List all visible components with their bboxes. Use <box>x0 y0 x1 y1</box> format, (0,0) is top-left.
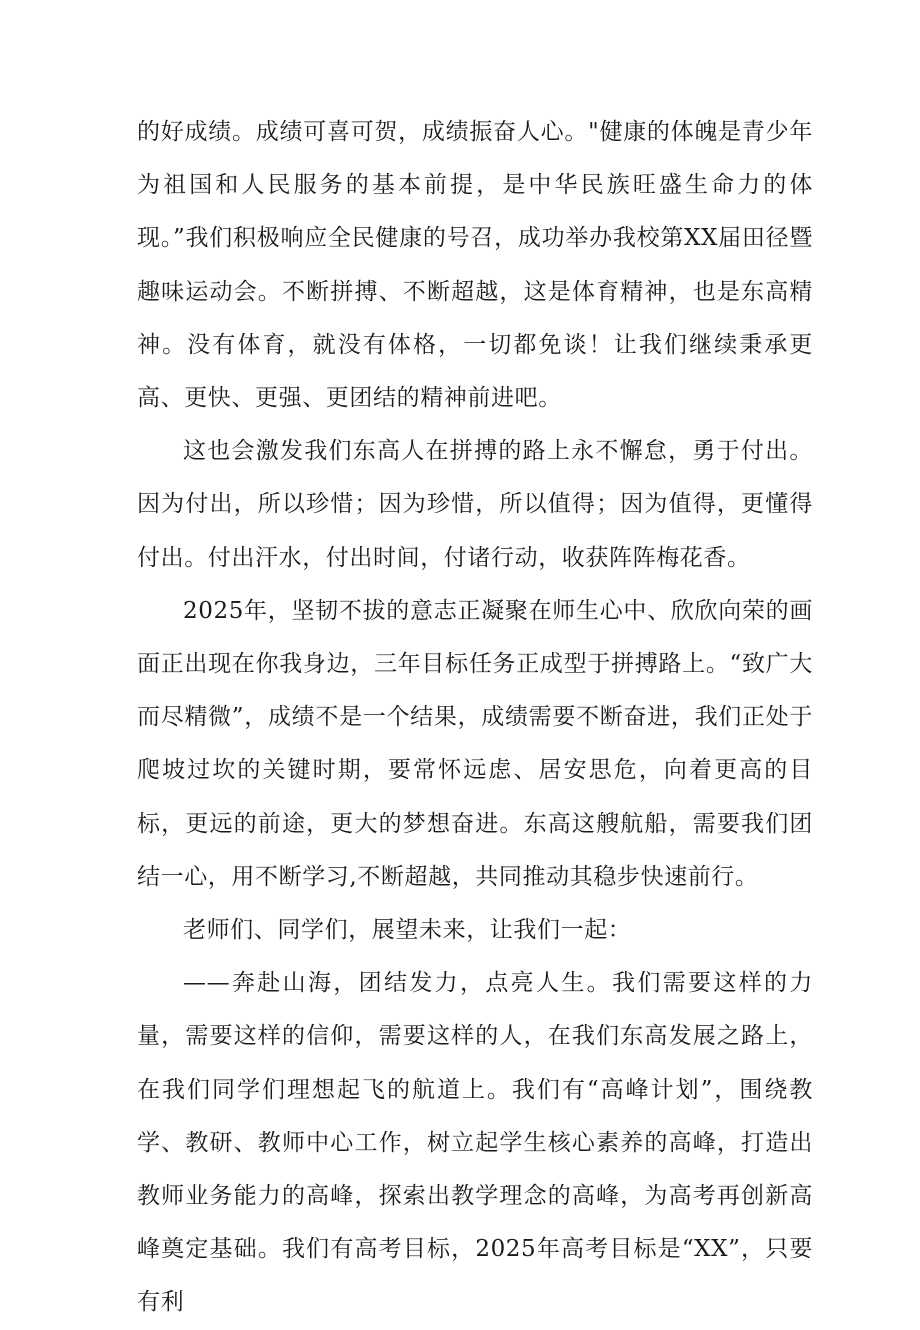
document-body <box>137 106 813 1330</box>
paragraph-5: ——奔赴山海，团结发力，点亮人生。我们需要这样的力量，需要这样的信仰，需要这样的人，在我们东高发展之路上，在我们同学们理想起飞的航道上。我们有“高峰计划”，围绕教学、教研、教师中心工作，树立起学生核心素养的高峰，打造出教师业务能力的高峰，探索出教学理念的高峰，为高考再创新高峰奠定基础。我们有高考目标，2025年高考目标是“XX”，只要有利 <box>137 970 813 1316</box>
paragraph-4: 老师们、同学们，展望未来，让我们一起： <box>183 917 632 944</box>
paragraph-1: 的好成绩。成绩可喜可贺，成绩振奋人心。"健康的体魄是青少年为祖国和人民服务的基本前提，是中华民族旺盛生命力的体现。”我们积极响应全民健康的号召，成功举办我校第XX届田径暨趣味运动会。不断拼搏、不断超越，这是体育精神，也是东高精神。没有体育，就没有体格，一切都免谈！让我们继续秉承更高、更快、更强、更团结的精神前进吧。 <box>137 119 813 412</box>
paragraph-3: 2025年，坚韧不拔的意志正凝聚在师生心中、欣欣向荣的画面正出现在你我身边，三年目标任务正成型于拼搏路上。“致广大而尽精微”，成绩不是一个结果，成绩需要不断奋进，我们正处于爬坡过坎的关键时期，要常怀远虑、居安思危，向着更高的目标，更远的前途，更大的梦想奋进。东高这艘航船，需要我们团结一心，用不断学习,不断超越，共同推动其稳步快速前行。 <box>137 597 813 890</box>
paragraph-2: 这也会激发我们东高人在拼搏的路上永不懈怠，勇于付出。因为付出，所以珍惜；因为珍惜，所以值得；因为值得，更懂得付出。付出汗水，付出时间，付诸行动，收获阵阵梅花香。 <box>137 438 813 571</box>
